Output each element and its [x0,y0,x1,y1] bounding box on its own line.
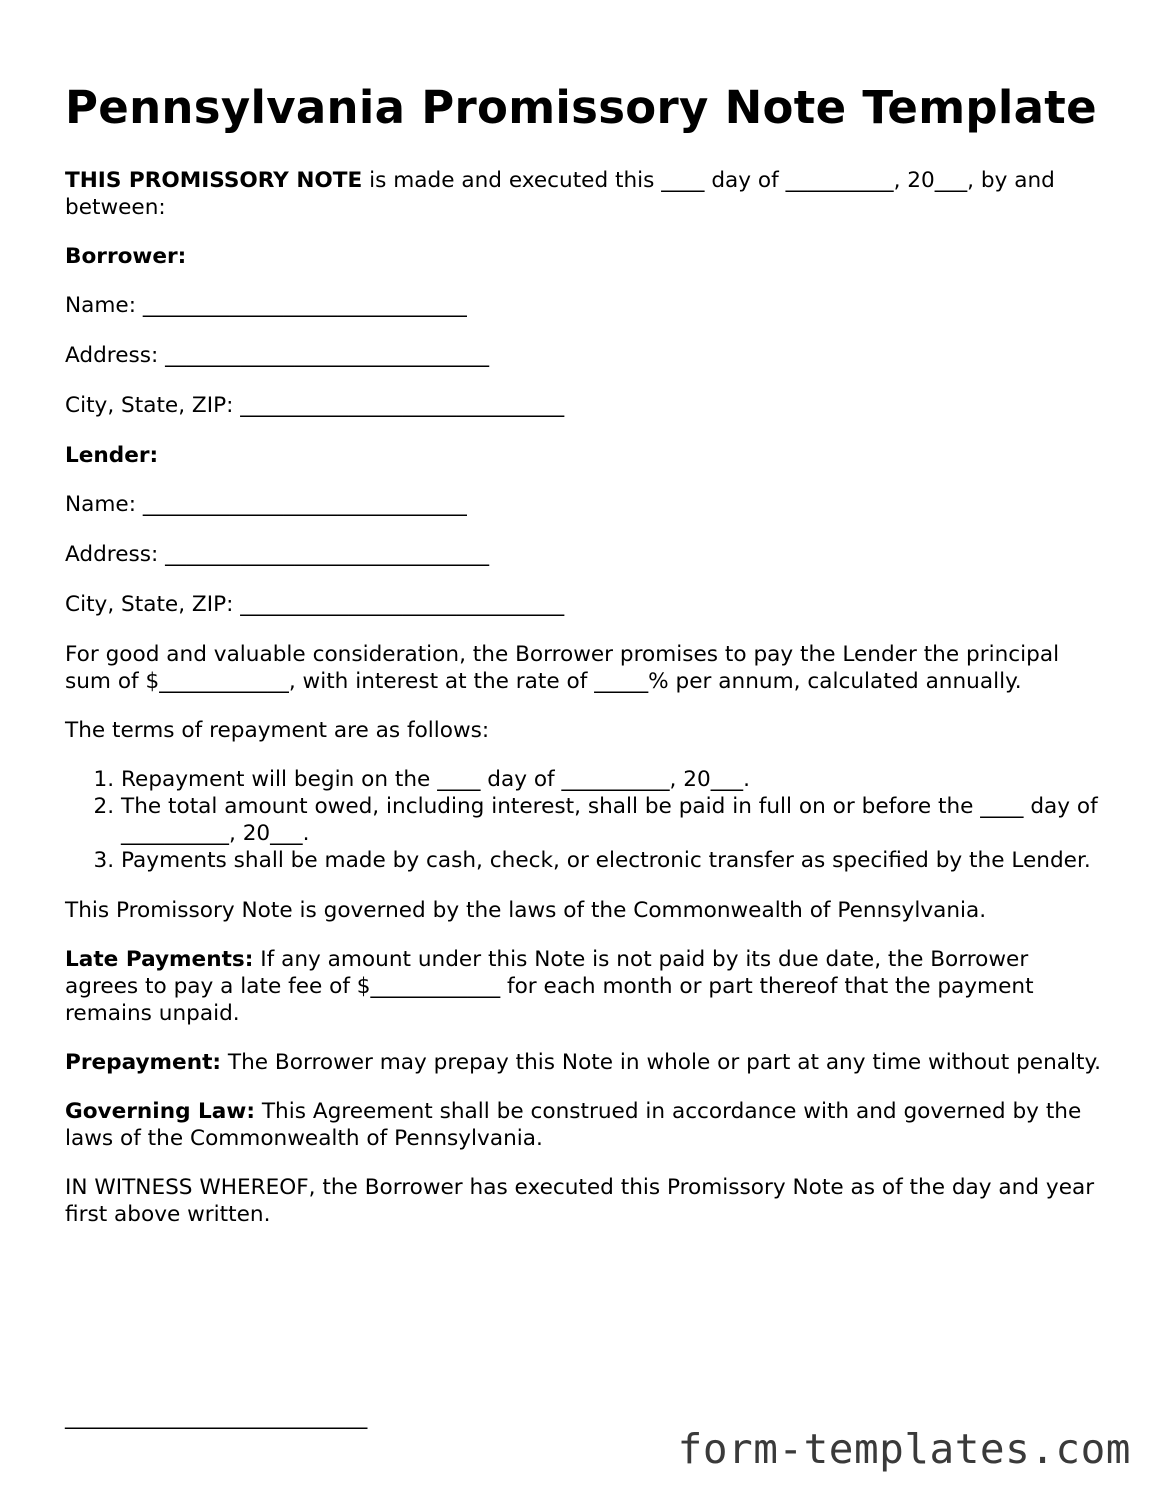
terms-intro: The terms of repayment are as follows: [65,718,490,743]
signature-line: ____________________________ [65,1405,368,1430]
terms-list [65,766,1105,874]
prepayment-paragraph: Prepayment: The Borrower may prepay this Note in whole or part at any time without penalty. [65,1050,1102,1075]
lender-heading: Lender: [65,443,159,468]
document-page [65,80,1105,1250]
intro-bold: THIS PROMISSORY NOTE [65,168,363,193]
consideration-paragraph: For good and valuable consideration, the Borrower promises to pay the Lender the principal sum of $____________, with interest at the rate of _____% per annum, calculated annually. [65,642,1060,694]
watermark: form-templates.com [677,1425,1131,1473]
terms-list-item: 3. Payments shall be made by cash, check, or electronic transfer as specified by the Lender. [121,847,1105,874]
lender-city-field: City, State, ZIP: ______________________________ [65,592,565,617]
prepayment-label: Prepayment: [65,1050,222,1075]
late-payments-label: Late Payments: [65,947,254,972]
governed-paragraph: This Promissory Note is governed by the laws of the Commonwealth of Pennsylvania. [65,898,987,923]
borrower-city-field: City, State, ZIP: ______________________________ [65,393,565,418]
borrower-heading: Borrower: [65,244,187,269]
borrower-address-field: Address: ______________________________ [65,343,490,368]
terms-list-item: 1. Repayment will begin on the ____ day of __________, 20___. [121,766,1105,793]
governing-law-label: Governing Law: [65,1099,255,1124]
document-title: Pennsylvania Promissory Note Template [65,81,1097,134]
late-payments-paragraph: Late Payments: If any amount under this Note is not paid by its due date, the Borrower agrees to pay a late fee of $____________ for each month or part thereof that the payment remains unpaid. [65,947,1034,1026]
lender-name-field: Name: ______________________________ [65,492,467,517]
lender-address-field: Address: ______________________________ [65,542,490,567]
intro-text: is made and executed this ____ day of __________, 20___, by and between: [65,168,1055,220]
borrower-name-field: Name: ______________________________ [65,293,467,318]
governing-law-paragraph: Governing Law: This Agreement shall be construed in accordance with and governed by the laws of the Commonwealth of Pennsylvania. [65,1099,1082,1151]
terms-list-item: 2. The total amount owed, including interest, shall be paid in full on or before the ____ day of __________, 20___. [121,793,1105,847]
witness-paragraph: IN WITNESS WHEREOF, the Borrower has executed this Promissory Note as of the day and year first above written. [65,1175,1095,1227]
intro-paragraph [65,167,1105,221]
